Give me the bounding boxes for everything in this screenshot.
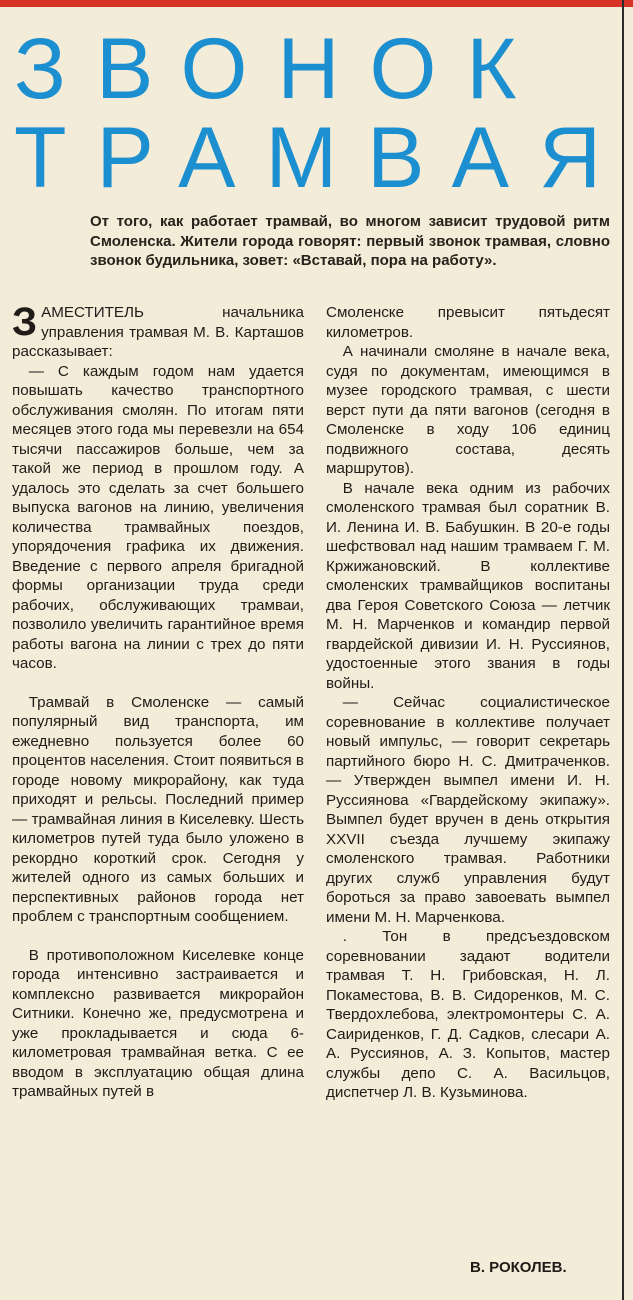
paragraph: А начинали смоляне в начале века, судя по документам, имеющимся в музее городского трамвая, с шести верст пути да пяти вагонов (сегодня в Смоленске в ходу 106 единиц подвижного состава, десять маршрутов). [326, 343, 610, 477]
opening-paragraph [12, 300, 304, 362]
author-signature: В. РОКОЛЕВ. [470, 1259, 567, 1276]
top-red-rule [0, 0, 633, 7]
article-column-1 [12, 300, 304, 1102]
drop-cap: З [12, 300, 38, 344]
paragraph: В начале века одним из рабочих смоленского трамвая был соратник В. И. Ленина И. В. Бабушкин. В 20-е годы шефствовал над нашим трамваем Г. М. Кржижановский. В коллективе смоленских трамвайщиков воспитаны два Героя Советского Союза — летчик М. Н. Марченков и командир первой гвардейской дивизии И. Н. Руссиянов, удостоенные этого звания в годы войны. [326, 479, 610, 692]
paragraph: Трамвай в Смоленске — самый популярный вид транспорта, им ежедневно пользуется более 60 процентов населения. Стоит появиться в городе новому микрорайону, как туда приходят и рельсы. Последний пример — трамвайная линия в Киселевку. Шесть километров путей туда было уложено в рекордно короткий срок. Сегодня у жителей одного из самых больших и перспективных районов города нет проблем с транспортным сообщением. [12, 693, 304, 925]
paragraph: — С каждым годом нам удается повышать качество транспортного обслуживания смолян. По итогам пяти месяцев этого года мы перевезли на 654 тысячи пассажиров больше, чем за такой же период в прошлом году. А удалось это сделать за счет большего выпуска вагонов на линию, увеличения количества трамвайных поездов, упорядочения графика их движения. Введение с первого апреля бригадной формы организации труда среди рабочих, обслуживающих трамваи, позволило увеличить гарантийное время работы вагона на линии с трех до пяти часов. [12, 362, 304, 672]
opening-text: АМЕСТИТЕЛЬ начальника управления трамвая М. В. Карташов рассказывает: [12, 304, 304, 360]
paragraph: — Сейчас социалистическое соревнование в коллективе получает новый импульс, — говорит секретарь партийного бюро Н. С. Дмитраченков. — Утвержден вымпел имени И. Н. Руссиянова «Гвардейскому экипажу». Вымпел будет вручен в день открытия XXVII съезда лучшему экипажу смоленского трамвая. Работники других служб управления будут бороться за право завоевать вымпел имени М. Н. Марченкова. [326, 694, 610, 926]
paragraph: Смоленске превысит пятьдесят километров. [326, 304, 610, 341]
headline-line-1: ЗВОНОК [14, 21, 547, 117]
paragraph: В противоположном Киселевке конце города интенсивно застраивается и комплексно развивается микрорайон Ситники. Конечно же, предусмотрена и уже прокладывается и сюда 6-километровая трамвайная ветка. С ее вводом в эксплуатацию общая длина трамвайных путей в [12, 946, 304, 1100]
lead-paragraph: От того, как работает трамвай, во многом зависит трудовой ритм Смоленска. Жители города говорят: первый звонок трамвая, словно звонок будильника, зовет: «Вставай, пора на работу». [90, 213, 610, 269]
article-column-2 [326, 303, 610, 1103]
paragraph: . Тон в предсъездовском соревновании задают водители трамвая Т. Н. Грибовская, Н. Л. Покаместова, В. В. Сидоренков, М. С. Твердохлебова, электромонтеры С. А. Саириденков, Г. Д. Садков, слесари А. А. Руссиянов, А. З. Копытов, мастер службы депо С. А. Васильцов, диспетчер Л. В. Кузьминова. [326, 928, 610, 1101]
headline-line-2: ТРАМВАЯ [14, 110, 632, 206]
